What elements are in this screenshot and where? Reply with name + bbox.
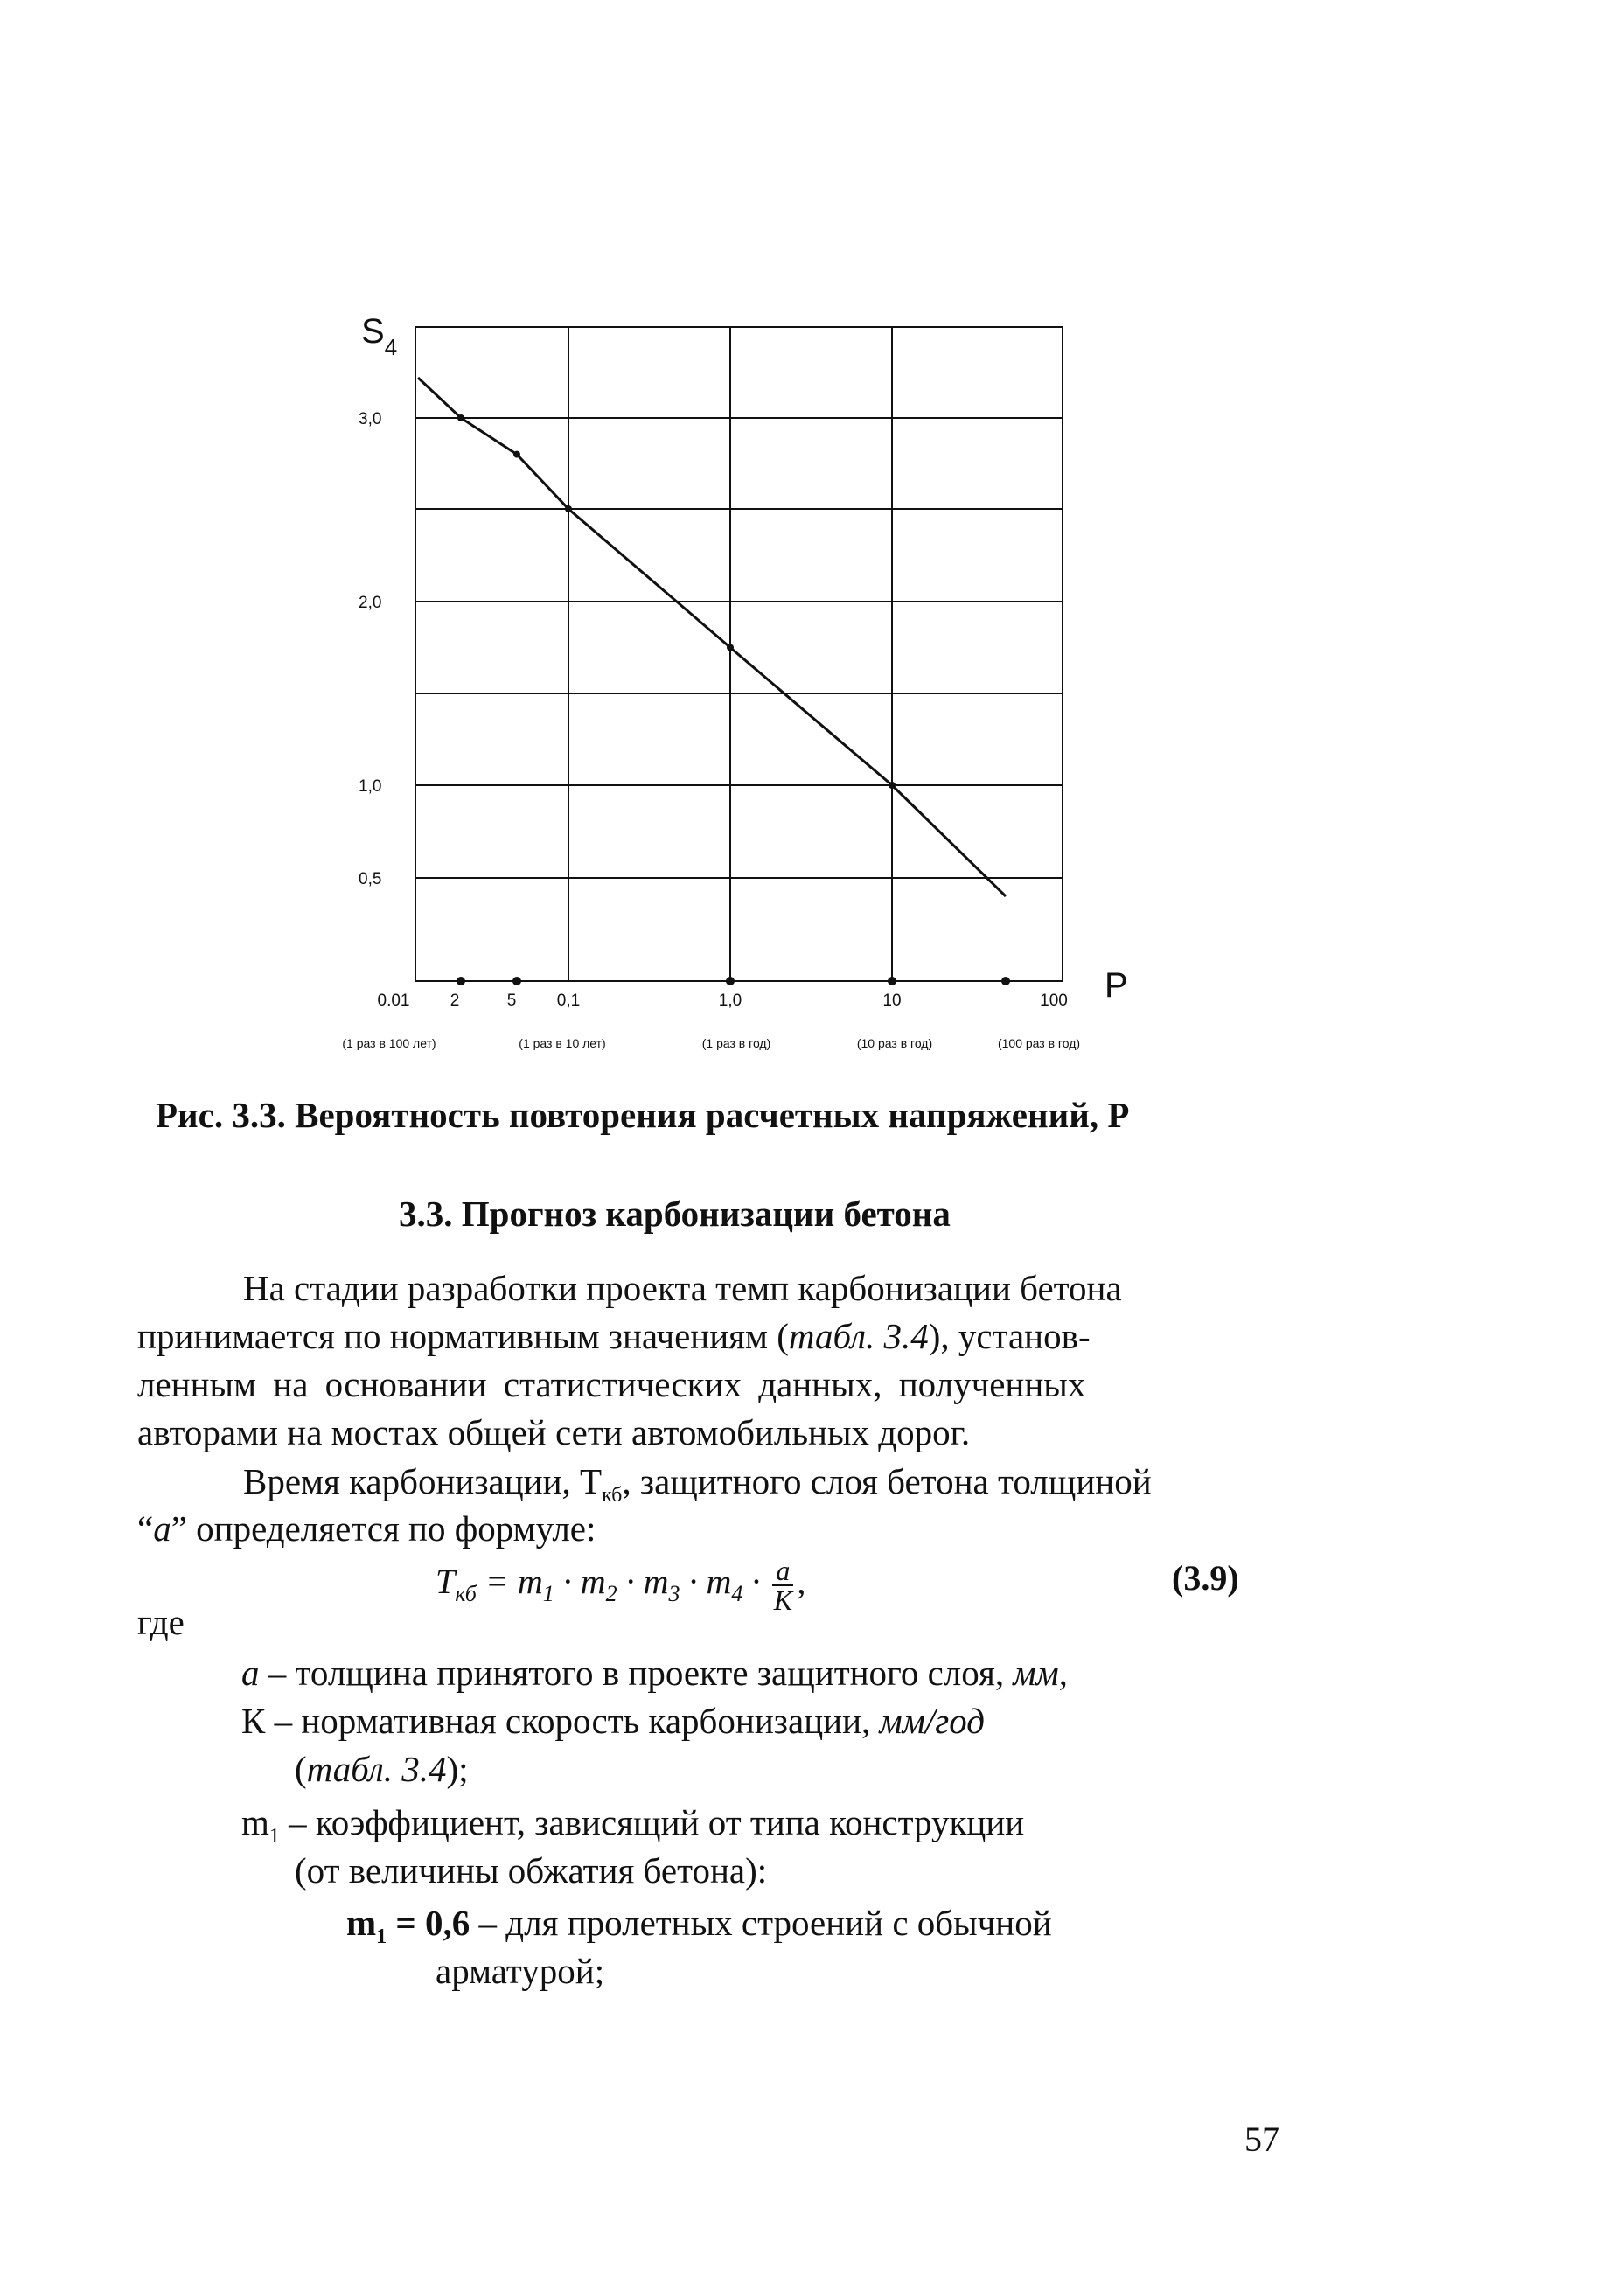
para1-line4: авторами на мостах общей сети автомобильных дорог. xyxy=(137,1412,971,1452)
table-ref: табл. 3.4 xyxy=(788,1316,929,1356)
series-point xyxy=(513,451,520,458)
x-tick-note: (1 раз в 100 лет) xyxy=(342,1036,436,1050)
equation-number: (3.9) xyxy=(1172,1558,1239,1598)
def-a: a – толщина принятого в проекте защитного слоя, мм, xyxy=(241,1653,1068,1693)
x-tick-label: 0.01 xyxy=(377,992,410,1010)
figure-caption: Рис. 3.3. Вероятность повторения расчетных напряжений, P xyxy=(156,1095,1130,1135)
series-point xyxy=(889,782,896,789)
y-tick-label: 3,0 xyxy=(359,410,382,428)
series-point xyxy=(727,644,734,651)
x-axis-dot xyxy=(512,977,521,985)
def-m1-line2: (от величины обжатия бетона): xyxy=(295,1850,768,1891)
x-axis-dot xyxy=(457,977,465,985)
y-tick-labels xyxy=(359,410,381,888)
probability-chart xyxy=(0,0,1624,1084)
para1-line2-a: принимается по нормативным значениям ( xyxy=(137,1316,789,1356)
x-tick-notes xyxy=(342,1036,1080,1050)
def-k: К – нормативная скорость карбонизации, мм/год xyxy=(241,1701,985,1741)
series-point xyxy=(457,414,464,421)
para2-line1: Время карбонизации, $Т_{кб}$, защитного слоя бетона толщиной xyxy=(243,1461,1152,1508)
def-m1-value-line2: арматурой; xyxy=(436,1951,605,1991)
x-tick-label: 1,0 xyxy=(718,992,742,1010)
x-tick-label: 100 xyxy=(1040,992,1068,1010)
page-number: 57 xyxy=(1244,2120,1279,2159)
def-m1-value: $m_1 = 0,6$ – для пролетных строений с обычной xyxy=(346,1903,1052,1949)
x-tick-note: (10 раз в год) xyxy=(856,1036,933,1050)
y-tick-label: 2,0 xyxy=(359,594,382,612)
x-tick-note: (1 раз в год) xyxy=(701,1036,771,1050)
x-tick-label: 5 xyxy=(506,992,517,1010)
def-k-ref: (табл. 3.4); xyxy=(295,1749,469,1789)
def-m1: $m_1$ – коэффициент, зависящий от типа конструкции xyxy=(241,1802,1025,1849)
y-tick-label: 1,0 xyxy=(359,777,382,796)
para1-line2 xyxy=(137,1316,1300,1356)
y-axis-label: $S_4$ xyxy=(361,312,398,360)
y-tick-label: 0,5 xyxy=(359,870,382,888)
para1-line3: ленным на основании статистических данных, полученных xyxy=(137,1364,1086,1404)
series-line xyxy=(418,378,1006,896)
x-tick-label: 0,1 xyxy=(556,992,581,1010)
x-axis-dot xyxy=(888,977,896,985)
para1-line2-c: ), установ- xyxy=(928,1316,1091,1356)
para2-line2: “a” определяется по формуле: xyxy=(137,1508,596,1549)
formula-fraction: $\frac{a}{K}$ xyxy=(773,1555,793,1616)
x-axis-label: P xyxy=(1105,966,1128,1005)
formula-3-9: $T_{кб} = m_1 \cdot m_2 \cdot m_3 \cdot m_4$ · $\frac{a}{K}$ , xyxy=(436,1555,806,1616)
x-tick-note: (100 раз в год) xyxy=(997,1036,1081,1050)
x-axis-dot xyxy=(726,977,735,985)
section-heading: 3.3. Прогноз карбонизации бетона xyxy=(399,1194,951,1234)
x-tick-labels xyxy=(378,992,1068,1010)
series-point xyxy=(565,505,572,512)
x-tick-label: 2 xyxy=(450,992,460,1010)
x-tick-note: (1 раз в 10 лет) xyxy=(519,1036,606,1050)
x-axis-dot xyxy=(1001,977,1010,985)
series-group xyxy=(418,378,1006,896)
para1-line1: На стадии разработки проекта темп карбонизации бетона xyxy=(243,1268,1122,1308)
x-tick-label: 10 xyxy=(882,992,902,1010)
where-label: где xyxy=(137,1602,185,1642)
